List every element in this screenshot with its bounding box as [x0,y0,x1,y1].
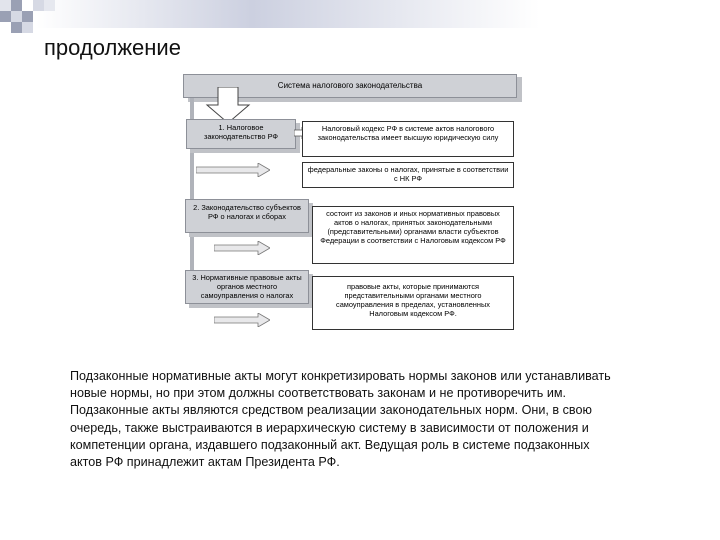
level1-left-box [186,119,296,149]
level1-sub-box [302,162,514,188]
level2-right-text: состоит из законов и иных нормативных правовых актов о налогах, принятых законодательными (представительными) органами власти субъектов Федерации в соответствии с Налоговым кодексом РФ [320,209,506,245]
level3-right-text: правовые акты, которые принимаются представительными органами местного самоуправления в пределах, установленных Налоговым кодексом РФ. [336,282,490,318]
paragraph-line: очередь, также выстраиваются в иерархическую систему в зависимости от положения и [70,420,589,435]
level3-left-text: 3. Нормативные правовые акты органов местного самоуправления о налогах [192,273,302,300]
level1-right-box [302,121,514,157]
decor-square [11,11,22,22]
decor-square [11,0,22,11]
level1-sub-text: федеральные законы о налогах, принятые в соответствии с НК РФ [307,165,509,183]
level1-left-text: 1. Налоговое законодательство РФ [203,123,279,141]
long-right-arrow-icon [214,313,270,327]
decor-square [33,0,44,11]
decor-square [0,0,11,11]
level1-right-text: Налоговый кодекс РФ в системе актов налогового законодательства имеет высшую юридическую силу [317,124,499,142]
body-paragraph [70,368,690,471]
paragraph-line: Подзаконные нормативные акты могут конкретизировать нормы законов или устанавливать [70,369,611,383]
decor-square [44,0,55,11]
paragraph-line: новые нормы, но при этом должны соответствовать законам и не противоречить им. [70,386,567,401]
decor-square [0,11,11,22]
decor-square [22,11,33,22]
paragraph-line: Подзаконные акты являются средством реализации законодательных норм. Они, в свою [70,403,592,418]
paragraph-line: компетенции органа, издавшего подзаконный акт. Ведущая роль в системе подзаконных [70,437,590,452]
decor-square [11,22,22,33]
long-right-arrow-icon [196,163,270,177]
decor-square [22,22,33,33]
diagram-header-text: Система налогового законодательства [277,81,423,90]
long-right-arrow-icon [214,241,270,255]
header-gradient-band [0,0,720,28]
paragraph-line: актов РФ принадлежит актам Президента РФ. [70,455,340,470]
level3-right-box [312,276,514,330]
level2-right-box [312,206,514,264]
level2-left-box [185,199,309,233]
slide-title: продолжение [44,35,181,60]
level3-left-box [185,270,309,304]
level2-left-text: 2. Законодательство субъектов РФ о налогах и сборах [193,203,301,221]
